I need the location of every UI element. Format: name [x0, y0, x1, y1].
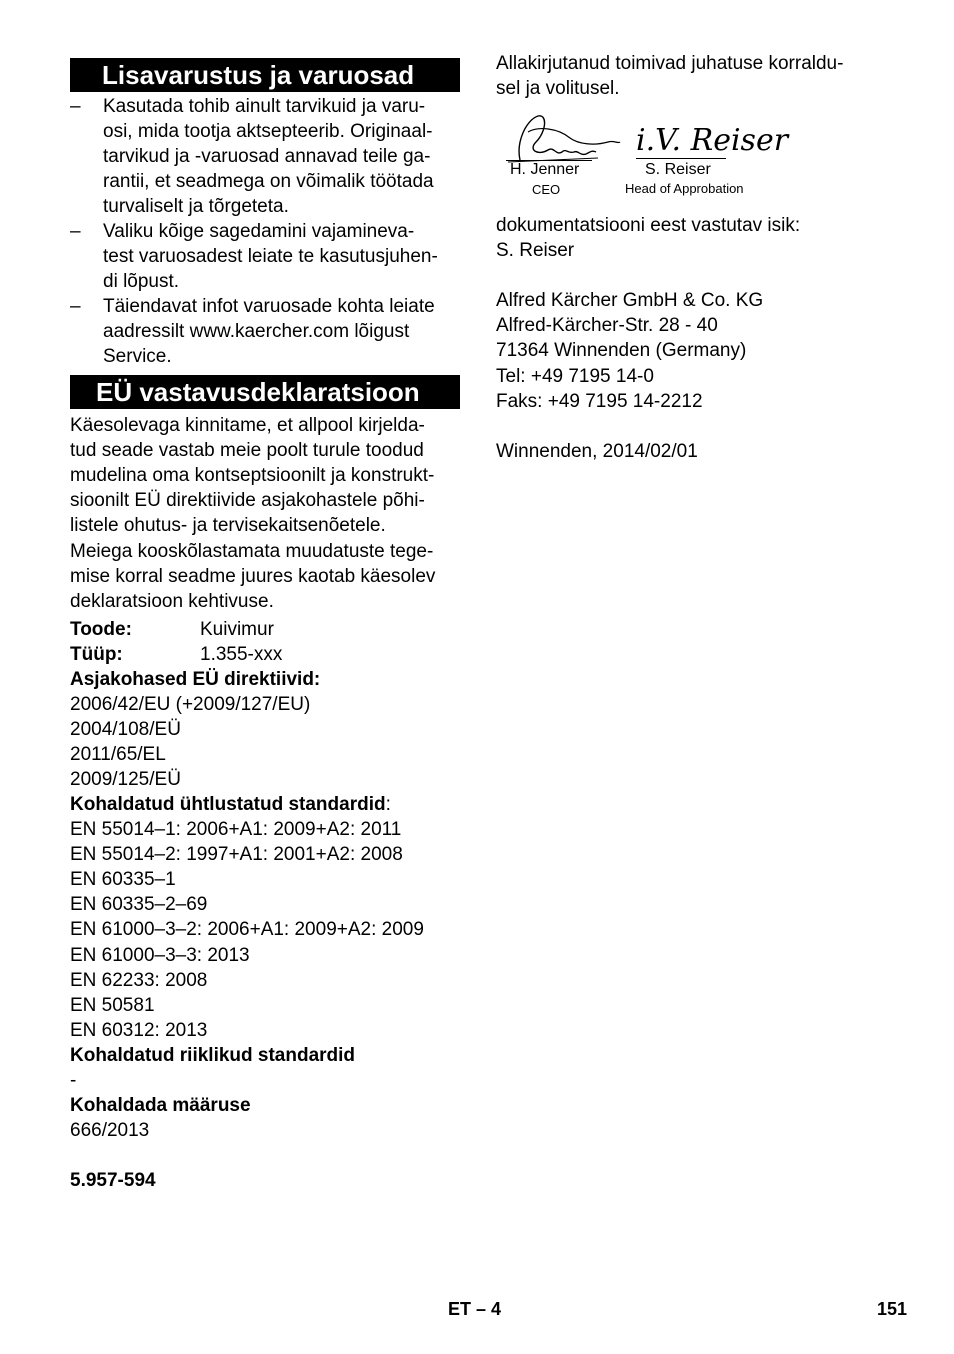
bullet-line: test varuosadest leiate te kasutusjuhen-	[103, 246, 438, 267]
standard-item: EN 61000–3–3: 2013	[70, 944, 250, 966]
bullet-line: Täiendavat infot varuosade kohta leiate	[103, 296, 435, 317]
intro-line: Käesolevaga kinnitame, et allpool kirjelda-	[70, 415, 425, 436]
bullet-line: Service.	[103, 346, 172, 367]
bullet-line: aadressilt www.kaercher.com lõigust	[103, 321, 410, 342]
standard-item: EN 60335–2–69	[70, 894, 208, 916]
intro-line: mudelina oma kontseptsioonilt ja konstrukt-	[70, 465, 435, 487]
bullet-line: tarvikud ja -varuosad annavad teile ga-	[103, 146, 431, 167]
product-value: Kuivimur	[200, 619, 274, 640]
bullet-dash: –	[70, 221, 81, 242]
intro-line: sioonilt EÜ direktiivide asjakohastele põhi-	[70, 490, 425, 512]
intro-line: Meiega kooskõlastamata muudatuste tege-	[70, 540, 434, 562]
bullet-line: rantii, et seadmega on võimalik töötada	[103, 171, 434, 192]
section-title-declaration: EÜ vastavusdeklaratsioon	[70, 375, 460, 409]
bullet-dash: –	[70, 296, 81, 317]
address-line: Alfred-Kärcher-Str. 28 - 40	[496, 315, 718, 337]
standards-label: Kohaldatud ühtlustatud standardid	[70, 794, 386, 815]
directive-item: 2011/65/EL	[70, 744, 166, 765]
address-line: Faks: +49 7195 14-2212	[496, 390, 703, 412]
bullet-line: osi, mida tootja aktsepteerib. Originaal-	[103, 121, 433, 142]
product-label: Toode:	[70, 619, 132, 640]
national-standards-value: -	[70, 1070, 77, 1091]
directives-label: Asjakohased EÜ direktiivid:	[70, 669, 321, 690]
standard-item: EN 62233: 2008	[70, 969, 208, 991]
signature-reiser	[634, 116, 789, 158]
standard-item: EN 61000–3–2: 2006+A1: 2009+A2: 2009	[70, 919, 424, 941]
directive-item: 2004/108/EÜ	[70, 719, 181, 740]
place-date: Winnenden, 2014/02/01	[496, 441, 698, 462]
section-title-accessories: Lisavarustus ja varuosad	[70, 58, 460, 92]
bullet-dash: –	[70, 96, 81, 117]
type-label: Tüüp:	[70, 644, 123, 665]
signature-reiser-text: i.V. Reiser	[636, 123, 789, 158]
directive-item: 2006/42/EU (+2009/127/EU)	[70, 694, 311, 715]
doc-person-line: S. Reiser	[496, 240, 575, 261]
standards-heading	[70, 792, 391, 817]
standards-colon: :	[385, 794, 391, 815]
standard-item: EN 50581	[70, 994, 155, 1016]
intro-line: listele ohutus- ja tervisekaitsenõetele.	[70, 515, 386, 537]
regulation-label: Kohaldada määruse	[70, 1095, 251, 1116]
footer-language-page: ET – 4	[448, 1299, 502, 1319]
type-value: 1.355-xxx	[200, 644, 283, 665]
address-line: Tel: +49 7195 14-0	[496, 365, 654, 387]
intro-line: deklaratsioon kehtivuse.	[70, 590, 274, 612]
standard-item: EN 55014–1: 2006+A1: 2009+A2: 2011	[70, 819, 402, 840]
footer-page-number: 151	[877, 1299, 908, 1319]
intro-line: tud seade vastab meie poolt turule toodud	[70, 440, 424, 462]
standard-item: EN 60312: 2013	[70, 1019, 208, 1041]
bullet-line: Kasutada tohib ainult tarvikuid ja varu-	[103, 96, 426, 117]
address-line: Alfred Kärcher GmbH & Co. KG	[496, 290, 764, 311]
bullet-line: Valiku kõige sagedamini vajamineva-	[103, 221, 415, 242]
signer1-role: CEO	[532, 182, 561, 197]
signer2-name: S. Reiser	[645, 161, 711, 178]
bullet-line: turvaliselt ja tõrgeteta.	[103, 196, 289, 217]
standard-item: EN 55014–2: 1997+A1: 2001+A2: 2008	[70, 844, 403, 866]
intro-line: mise korral seadme juures kaotab käesolev	[70, 565, 436, 587]
signed-intro-line: sel ja volitusel.	[496, 78, 620, 99]
national-standards-label: Kohaldatud riiklikud standardid	[70, 1045, 356, 1066]
regulation-value: 666/2013	[70, 1120, 150, 1141]
directive-item: 2009/125/EÜ	[70, 769, 181, 790]
signer1-name: H. Jenner	[510, 161, 580, 178]
bullet-line: di lõpust.	[103, 271, 180, 292]
doc-person-line: dokumentatsiooni eest vastutav isik:	[496, 215, 801, 236]
standard-item: EN 60335–1	[70, 869, 176, 891]
signer2-role: Head of Approbation	[625, 181, 744, 196]
document-number: 5.957-594	[70, 1170, 156, 1191]
signed-intro-line: Allakirjutanud toimivad juhatuse korraldu-	[496, 53, 844, 74]
address-line: 71364 Winnenden (Germany)	[496, 340, 747, 362]
